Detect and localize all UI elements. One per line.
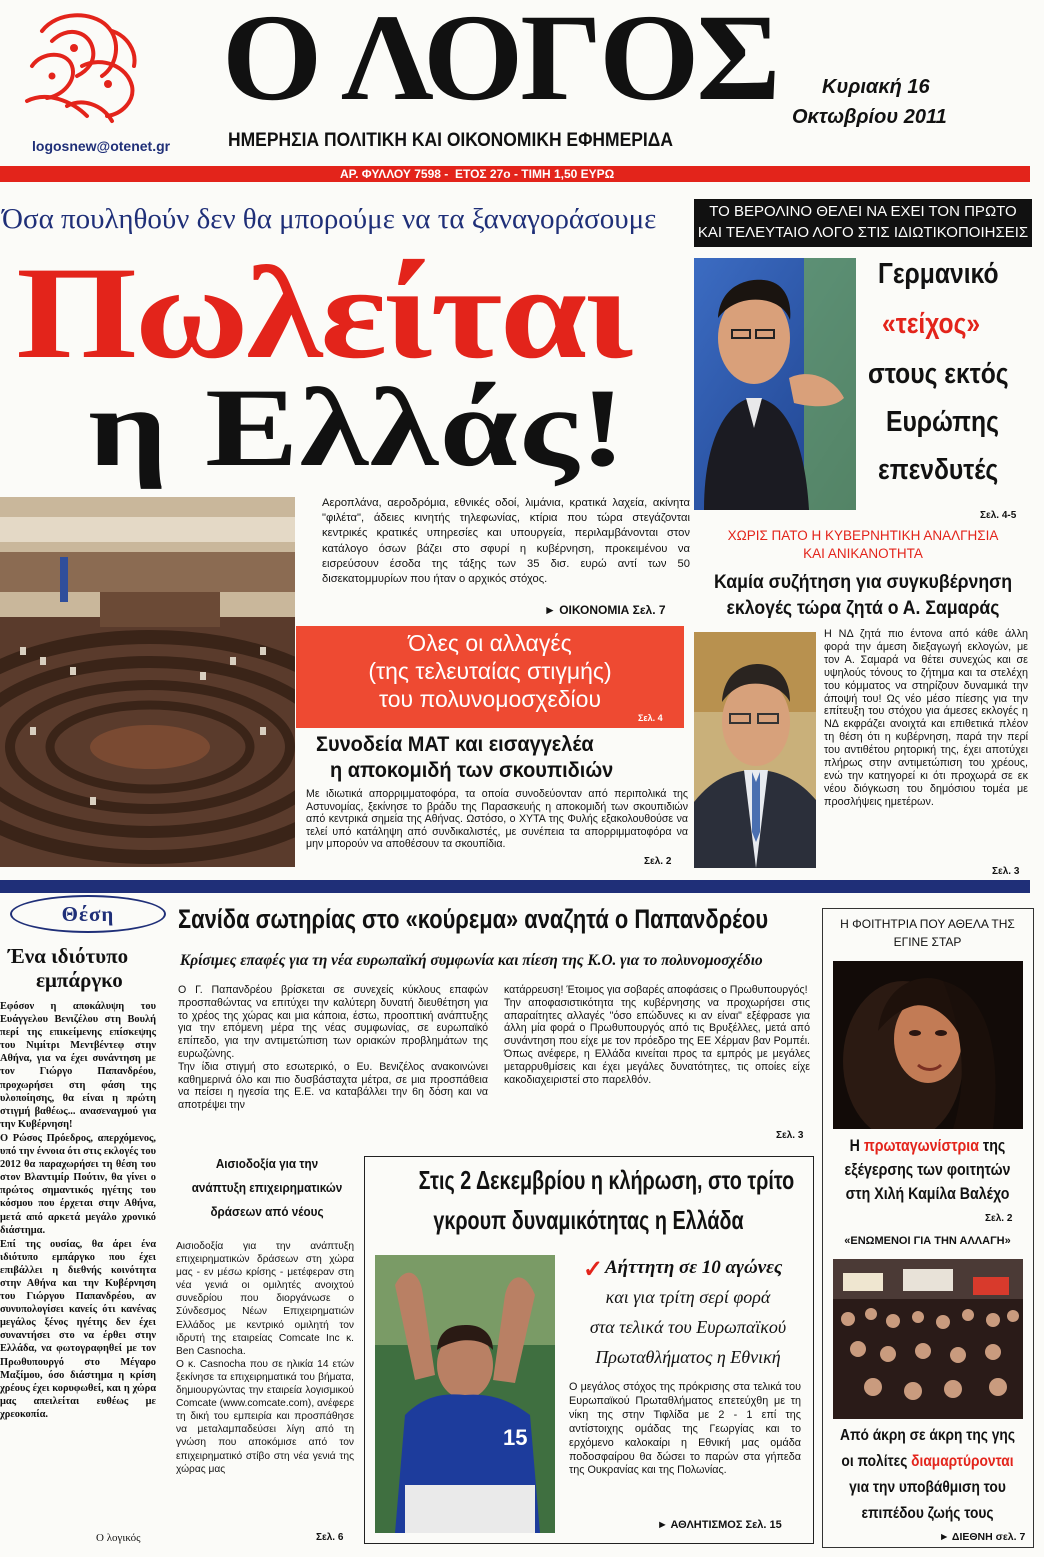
samaras-head-1: Καμία συζήτηση για συγκυβέρνηση [713,572,1013,593]
football-sub-1: Αήττητη σε 10 αγώνες [605,1257,783,1278]
masthead-email[interactable]: logosnew@otenet.gr [32,138,171,154]
thesi-head-2: εμπάργκο [36,968,123,992]
samaras-ref: Σελ. 3 [992,866,1020,877]
logo-faces-icon [12,6,157,131]
united-banner: «ΕΝΩΜΕΝΟΙ ΓΙΑ ΤΗΝ ΑΛΛΑΓΗ» [844,1235,1011,1247]
berlin-banner-line-2: ΚΑΙ ΤΕΛΕΥΤΑΙΟ ΛΟΓΟ ΣΤΙΣ ΙΔΙΩΤΙΚΟΠΟΙΗΣΕΙΣ [697,224,1029,241]
lead-ref: ► ΟΙΚΟΝΟΜΙΑ Σελ. 7 [544,603,666,617]
optimism-head-1: Αισιοδοξία για την [215,1156,319,1171]
football-box [364,1156,814,1544]
protest-photo [833,1259,1023,1419]
lead-headline-2: η Ελλάς! [88,366,628,490]
papandreou-col1-para1: Ο Γ. Παπανδρέου βρίσκεται σε συνεχείς κύκλους επαφών προσπαθώντας να επιτύχει την καλύτερη δυνατή διευθέτηση για το χρέος της χώρας και μια κάποια, έστω, προοπτική ανάπτυξης για την επόμενη μέρα της νέας συμφωνίας, σε ευρωπαϊκό επίπεδο, για την αντιμετώπιση των οριακών προβλημάτων της ευρωζώνης. [178,984,488,1060]
bill-box [296,626,684,728]
thesi-head-1: Ένα ιδιότυπο [8,944,129,968]
berlin-head-2: «τείχος» [882,308,981,340]
thesi-byline: Ο λογικός [96,1532,141,1544]
united-head-2 [838,1453,1018,1471]
bill-line-1: Όλες οι αλλαγές [408,630,572,656]
student-head-2: εξέγερσης των φοιτητών [844,1161,1011,1179]
papandreou-ref: Σελ. 3 [776,1130,804,1141]
student-kicker-1: Η ΦΟΙΤΗΤΡΙΑ ΠΟΥ ΑΘΕΛΑ ΤΗΣ [840,917,1015,931]
berlin-banner [694,199,1032,247]
optimism-ref: Σελ. 6 [316,1532,344,1543]
masthead-subtitle: ΗΜΕΡΗΣΙΑ ΠΟΛΙΤΙΚΗ ΚΑΙ ΟΙΚΟΝΟΜΙΚΗ ΕΦΗΜΕΡΙΔΑ [228,130,673,151]
section-rule [0,880,1030,893]
optimism-head-2: ανάπτυξη επιχειρηματικών [191,1180,343,1195]
thesi-para-1: Εφόσον η αποκάλυψη του Ευάγγελου Βενιζέλου στη Βουλή περί της επικείμενης επίσκεψης του Νιμίτρι Μεντβέντεφ στην Αθήνα, για να έχει συνάντηση με τον Γιώργο Παπανδρέου, προχωρήσει στη φάση της υλοποίησης, θα είναι η πρώτη στιγμή βαθέως... ανασεναγμού για την Κυβέρνηση! [0,1001,156,1130]
bill-line-3: του πολυνομοσχεδίου [378,686,602,712]
berlin-head-1: Γερμανικό [878,258,999,290]
football-sub-4: Πρωταθλήματος η Εθνική [595,1347,781,1367]
football-head-2: γκρουπ δυναμικότητας η Ελλάδα [433,1205,744,1235]
papandreou-subhead: Κρίσιμες επαφές για τη νέα ευρωπαϊκή συμφωνία και πίεση της Κ.Ο. για το πολυνομοσχέδιο [180,952,763,969]
berlin-banner-line-1: ΤΟ ΒΕΡΟΛΙΝΟ ΘΕΛΕΙ ΝΑ ΕΧΕΙ ΤΟΝ ΠΡΩΤΟ [709,203,1017,220]
parliament-photo [0,497,295,867]
berlin-head-4: Ευρώπης [886,406,999,438]
samaras-kicker-2: ΚΑΙ ΑΝΙΚΑΝΟΤΗΤΑ [803,546,923,561]
student-head-post: της [978,1137,1006,1155]
thesi-label: Θέση [61,902,115,926]
optimism-para-2: Ο κ. Casnocha που σε ηλικία 14 ετών ξεκίνησε τα επιχειρηματικά του βήματα, δημιουργώντας την εταιρεία λογισμικού Comcate (www.comcate.com), ανέφερε τη δική του εμπειρία και προσπάθησε να μεταλαμπαδεύσει λίγη από τη γνώση που αποκόμισε από τον επιχειρηματικό στίβο στη νέα γενιά της χώρας μας [176,1358,354,1475]
papandreou-col2-para2: Την αποφασιστικότητα της κυβέρνησης να προχωρήσει στις απαραίτητες αλλαγές "όσο επώδυνες κι αν είναι" εξέφρασε για άλλη μία φορά ο Πρωθυπουργός από τις Βρυξέλλες, μετά από συνάντηση που είχε με τον πρόεδρο της ΕΕ Χέρμαν βαν Ρομπέι. Όπως ανέφερε, η Ελλάδα κινείται προς τα εμπρός με μεγάλες μεταρρυθμίσεις και έχει μεγάλες δυνατότητες, τις οποίες είχε κακοδιαχειριστεί στο παρελθόν. [504,996,810,1086]
papandreou-headline: Σανίδα σωτηρίας στο «κούρεμα» αναζητά ο Παπανδρέου [178,904,769,934]
masthead-issue-line: ΑΡ. ΦΥΛΛΟΥ 7598 - ΕΤΟΣ 27ο - ΤΙΜΗ 1,50 ΕΥΡΩ [340,167,615,181]
thesi-para-3: Επί της ουσίας, θα άρει ένα ιδιότυπο εμπάργκο που έχει επιβάλλει η διεθνής κοινότητα στην Αθήνα και την Κυβέρνηση του Γιώργου Παπανδρέου, αν συνυπολογίσει κανείς ότι κανένας μεγάλος ξένος ηγέτης δεν έχει συναντήσει στο να έρθει στην Ελλάδα, να φωτογραφηθεί με τον Πρωθυπουργό στο Μέγαρο Μαξίμου, όσο διάστημα η κρίση χρέους έχει κορυφωθεί, και η χώρα μας απειλείται ευθέως με χρεοκοπία. [0,1238,156,1420]
football-photo [375,1255,555,1533]
masthead-date-line2: Οκτωβρίου 2011 [792,106,947,128]
optimism-head-3: δράσεων από νέους [210,1204,324,1219]
right-column-box [822,908,1034,1548]
student-head-1 [838,1137,1018,1156]
student-kicker-2: ΕΓΙΝΕ ΣΤΑΡ [893,935,962,949]
berlin-head-5: επενδυτές [878,454,999,486]
football-sub-3: στα τελικά του Ευρωπαϊκού [589,1317,787,1337]
masthead-date-line1: Κυριακή 16 [822,76,930,98]
lead-kicker: Όσα πουληθούν δεν θα μπορούμε να τα ξαναγοράσουμε [2,203,657,235]
thesi-label-oval [10,895,166,933]
garbage-body: Με ιδιωτικά απορριμματοφόρα, τα οποία συνοδεύονταν από περιπολικά της Αστυνομίας, ξεκίνησε το βράδυ της Παρασκευής η αποκομιδή των σκουπιδιών από κεντρικά σημεία της Αθήνας. Ωστόσο, ο ΧΥΤΑ της Φυλής εξακολουθούσε να τελεί υπό κατάληψη από συνδικαλιστές, με συνέπεια τα απορριμματοφόρα να μην μπορούν να αποθέσουν τα σκουπίδια. [306,788,688,851]
samaras-kicker-1: ΧΩΡΙΣ ΠΑΤΟ Η ΚΥΒΕΡΝΗΤΙΚΗ ΑΝΑΛΓΗΣΙΑ [727,528,999,543]
masthead-logo [12,6,157,131]
bill-ref: Σελ. 4 [638,713,663,723]
samaras-body: Η ΝΔ ζητά πιο έντονα από κάθε άλλη φορά την άμεση διεξαγωγή εκλογών, με τον Α. Σαμαρά να θέτει συνεχώς και σε υψηλούς τόνους το ζήτημα και τα στελέχη του κόμματος να στηρίζουν δυναμικά την άποψή του! Ως νέο μέσο πίεσης για την επίτευξη του στόχου για άμεσες εκλογές η ΝΔ εκφράζει ανοιχτά και επιθετικά πλέον τη θέση ότι η κυβέρνηση, παρά την περί του αντιθέτου ρητορική της, έχει αποτύχει πλήρως στην αντιμετώπιση του χρέους, ενώ την κατηγορεί κι ότι προχωρά σε εκ νέου διόγκωση του δημόσιου τομέα με προσλήψεις ημετέρων. [824,628,1028,808]
berlin-ref: Σελ. 4-5 [980,510,1017,521]
papandreou-col2-para1: κατάρρευση! Έτοιμος για σοβαρές αποφάσεις ο Πρωθυπουργός! [504,984,808,996]
student-head-pre: Η [849,1137,864,1155]
student-head-3: στη Χιλή Καμίλα Βαλέχο [845,1185,1010,1203]
football-sub-2: και για τρίτη σερί φορά [605,1287,771,1307]
thesi-body [0,1000,156,1421]
football-sub-check: ✓ [583,1256,604,1283]
student-photo [833,961,1023,1129]
football-head-1: Στις 2 Δεκεμβρίου η κλήρωση, στο τρίτο [418,1165,795,1195]
student-head-red: πρωταγωνίστρια [863,1137,979,1155]
optimism-para-1: Αισιοδοξία για την ανάπτυξη επιχειρηματικών δράσεων στη χώρα μας - εν μέσω κρίσης - μετέφεραν στη νέα γενιά οι ομιλητές ανοιχτού συνεδρίου που διοργάνωσε ο Σύνδεσμος Νέων Επιχειρηματιών Ελλάδος με κεντρικό ομιλητή τον ιδρυτή της εταιρείας Comcate Inc κ. Ben Casnocha. [176,1241,354,1357]
united-ref: ► ΔΙΕΘΝΗ σελ. 7 [939,1531,1026,1543]
thesi-para-2: Ο Ρώσος Πρόεδρος, απερχόμενος, υπό την έννοια ότι στις εκλογές του 2012 θα παραχωρήσει τη θέση του στον Βλαντιμίρ Πούτιν, θα γίνει ο πρώτος σημαντικός ηγέτης του κόσμου που έρχεται στην Αθήνα, μετά από αρκετά μεγάλο χρονικό διάστημα. [0,1132,156,1236]
optimism-body [176,1240,354,1476]
united-head-4: επιπέδου ζωής τους [861,1505,994,1522]
rosler-photo [694,258,856,510]
papandreou-col-2 [504,984,810,1086]
garbage-head-1: Συνοδεία ΜΑΤ και εισαγγελέα [316,733,594,756]
papandreou-col-1 [178,984,488,1112]
bill-line-2: (της τελευταίας στιγμής) [368,658,612,684]
football-ref: ► ΑΘΛΗΤΙΣΜΟΣ Σελ. 15 [657,1519,782,1531]
student-ref: Σελ. 2 [985,1213,1013,1224]
united-head-pre: οι πολίτες [841,1453,912,1470]
lead-body: Αεροπλάνα, αεροδρόμια, εθνικές οδοί, λιμάνια, κρατικά λαχεία, ακίνητα "φιλέτα", άδειες κινητής τηλεφωνίας, κτίρια που τώρα στεγάζονται κεντρικές κρατικές υπηρεσίες και υπουργεία, περιλαμβάνονται στον κατάλογο όσων βάζει στο σφυρί η κυβέρνηση, προκειμένου να εισρεύσουν έσοδα της τάξης των 35 δισ. ευρώ αντί των 50 δισεκατομμυρίων που ήταν ο αρχικός στόχος. [322,497,690,586]
united-head-3: για την υποβάθμιση του [849,1479,1006,1496]
samaras-head-2: εκλογές τώρα ζητά ο Α. Σαμαράς [726,598,1000,619]
samaras-photo [694,632,816,868]
berlin-head-3: στους εκτός [868,358,1009,390]
masthead-title: Ο ΛΟΓΟΣ [222,0,778,126]
lead-headline-1: Πωλείται [16,239,631,386]
garbage-head-2: η αποκομιδή των σκουπιδιών [330,759,614,782]
football-shirt-number: 15 [503,1425,528,1450]
football-body: Ο μεγάλος στόχος της πρόκρισης στα τελικά του Ευρωπαϊκού Πρωταθλήματος επετεύχθη με τη νίκη της στην Τιφλίδα με 2 - 1 επί της αντίστοιχης ομάδας της Γεωργίας και το ερχόμενο καλοκαίρι η Εθνική μας ομάδα ποδοσφαίρου θα δώσει το παρών στα γήπεδα της Ουκρανίας και της Πολωνίας. [569,1381,801,1477]
united-head-red: διαμαρτύρονται [911,1453,1014,1470]
papandreou-col1-para2: Την ίδια στιγμή στο εσωτερικό, ο Ευ. Βενιζέλος ανακοινώνει καθημερινά όλο και πιο δυσβάσταχτα μέτρα, σε μια προσπάθεια να πείσει η ηγεσία της Ε.Ε. να καταβάλλει την 6η δόση και να αποτρέψει την [178,1060,488,1112]
united-head-1: Από άκρη σε άκρη της γης [840,1427,1015,1444]
garbage-ref: Σελ. 2 [644,856,672,867]
